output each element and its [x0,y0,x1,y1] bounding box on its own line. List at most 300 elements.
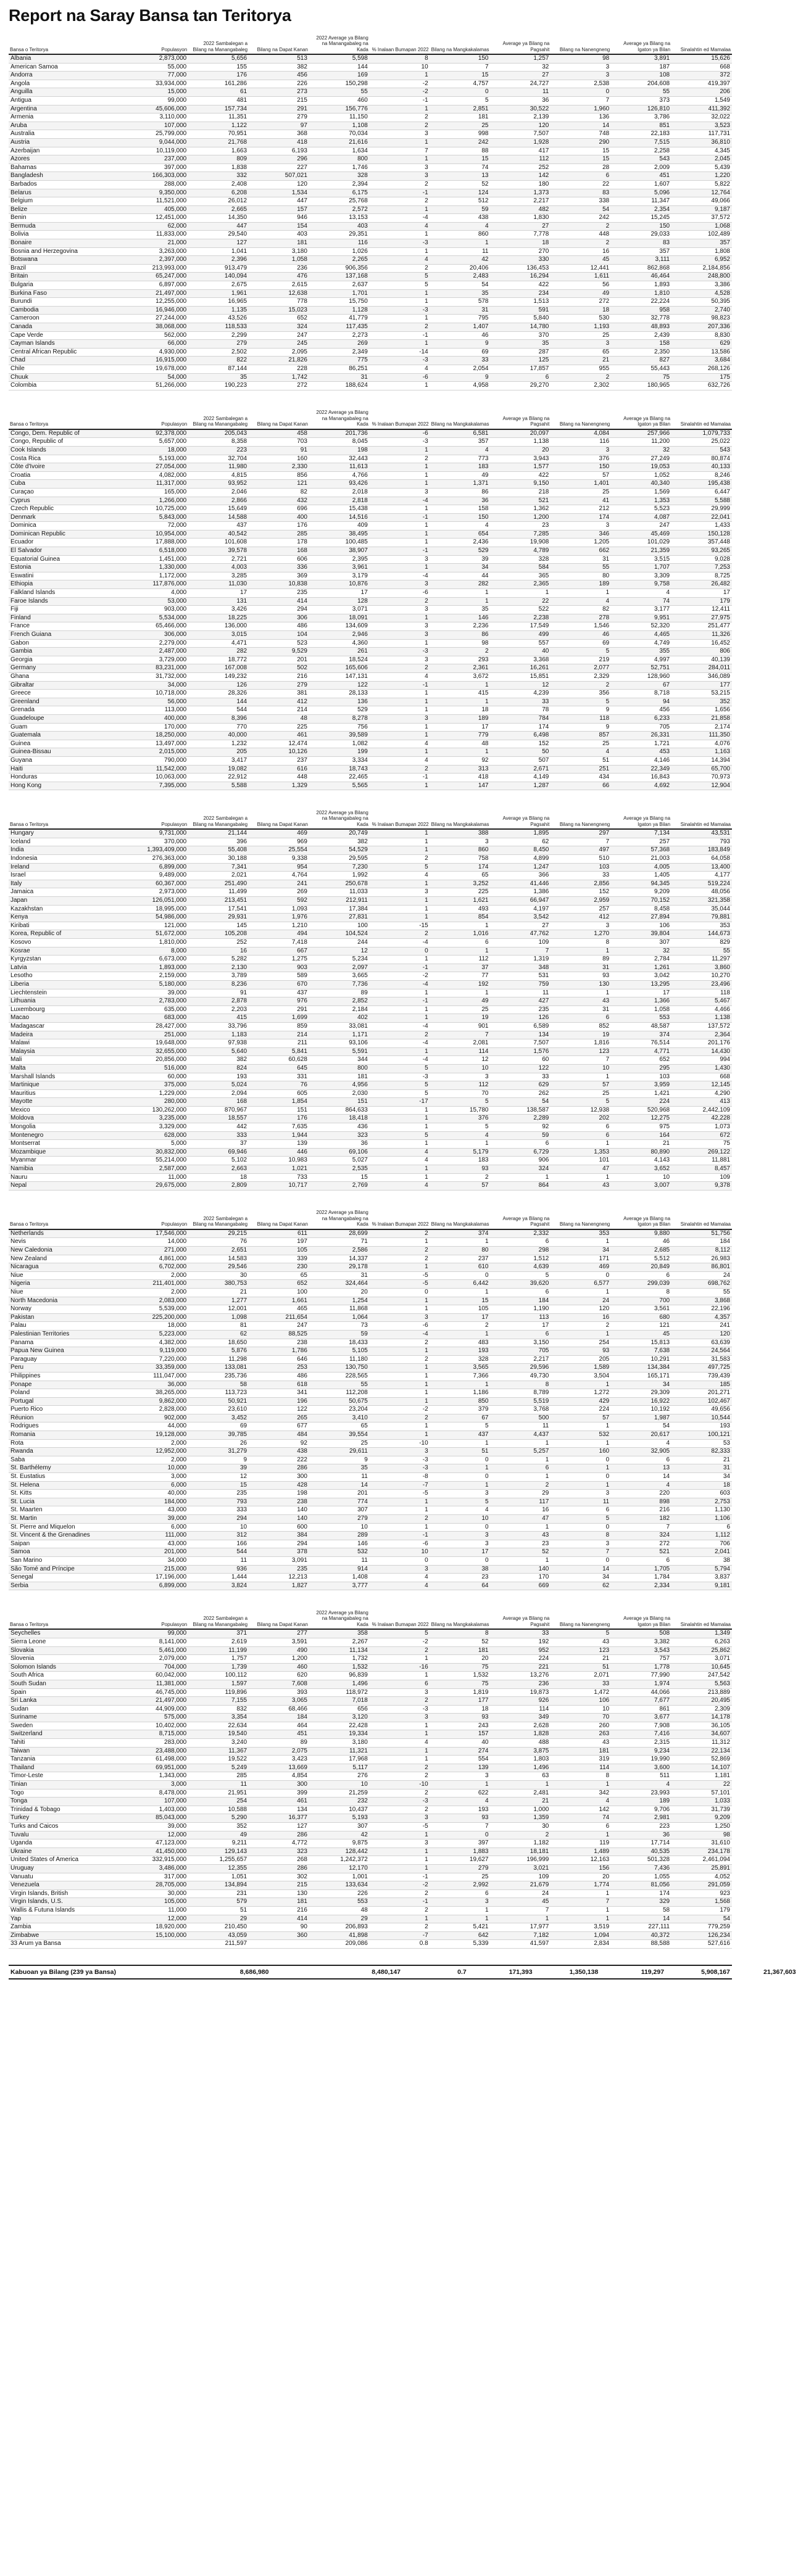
table-cell: 36 [491,96,551,105]
table-cell: 1 [370,1422,430,1431]
country-name: Britain [9,273,128,281]
table-cell: 3,543 [611,1646,671,1655]
table-row [9,197,732,206]
table-cell: 81 [188,1322,249,1331]
table-cell: 824 [188,1064,249,1073]
column-header: % Inalaan Bumapan 2022 [370,1207,430,1229]
table-row [9,1646,732,1655]
table-cell: 2,302 [551,382,611,390]
column-header: Bilang na Mangkakalamas [430,1606,491,1629]
country-name: Israel [9,872,128,880]
table-cell: 242 [430,138,491,147]
table-cell: 43 [491,1532,551,1540]
table-cell: 1,205 [551,539,611,547]
table-cell: 1,041 [188,247,249,256]
table-cell: 1 [551,1173,611,1182]
table-cell: 93 [430,1714,491,1722]
column-header: 2022 Average ya Bilang na Manangabaleg na Kada [309,407,370,429]
table-cell: 14 [611,1915,671,1923]
table-cell: 632,726 [671,382,732,390]
table-cell: 61 [188,88,249,97]
table-cell: 274 [430,1747,491,1756]
table-cell: 227,111 [611,1923,671,1932]
country-name: Yap [9,1915,128,1923]
table-cell: 103 [551,863,611,872]
table-cell: 47 [491,1515,551,1524]
country-name: Madagascar [9,1022,128,1031]
table-cell: 458 [249,429,309,438]
table-cell: 19,128,000 [128,1431,188,1440]
table-cell: 19,334 [309,1730,370,1739]
table-cell: 93 [551,1347,611,1356]
table-cell: 28,427,000 [128,1022,188,1031]
table-cell: 9,211 [188,1839,249,1848]
table-cell: 193 [671,1422,732,1431]
table-cell: 142 [551,1806,611,1814]
table-cell: 1,408 [309,1574,370,1582]
table-cell: 7,018 [309,1697,370,1706]
table-cell: 3,426 [188,606,249,614]
table-cell: -3 [370,306,430,315]
table-cell: 11 [188,1781,249,1790]
table-cell: 3 [551,922,611,930]
table-cell: 324 [249,323,309,332]
table-cell: 312 [188,1532,249,1540]
table-cell: 1,200 [491,513,551,522]
table-cell: 9,529 [249,648,309,656]
country-name: Sri Lanka [9,1697,128,1706]
table-cell: 6 [491,1330,551,1339]
table-cell: 527,616 [671,1940,732,1949]
table-cell: 22,134 [671,1747,732,1756]
country-name: Suriname [9,1714,128,1722]
table-cell: 30,832,000 [128,1148,188,1157]
table-cell: 733 [249,1173,309,1182]
table-cell: 1 [370,480,430,489]
table-cell: 7,515 [611,138,671,147]
table-cell: -1 [370,681,430,690]
table-cell: 128,442 [309,1847,370,1856]
table-cell: 15 [430,72,491,80]
country-name: São Tomé and Príncipe [9,1565,128,1574]
table-cell: 914 [309,1565,370,1574]
table-cell: 11 [491,88,551,97]
country-name: Cape Verde [9,331,128,340]
table-cell: 958 [611,306,671,315]
table-row [9,429,732,438]
table-cell: 7 [551,838,611,846]
table-cell: 456 [611,706,671,715]
table-cell: 174 [430,863,491,872]
table-cell: 146 [430,614,491,622]
table-cell: 5,193,000 [128,455,188,463]
table-cell: 25 [430,122,491,130]
table-cell: 6,673,000 [128,956,188,964]
table-row [9,1355,732,1364]
table-row [9,1422,732,1431]
table-cell: 223 [188,446,249,455]
table-cell: 146 [309,1540,370,1548]
table-cell: -3 [370,1456,430,1464]
table-cell: 1,828 [491,1730,551,1739]
table-cell: 257 [611,838,671,846]
table-cell: 2 [370,1646,430,1655]
table-cell: 244 [309,939,370,947]
table-row [9,782,732,790]
table-cell: 118,972 [309,1688,370,1697]
table-row [9,348,732,357]
table-cell: 16,946,000 [128,306,188,315]
table-cell: 4,087 [611,513,671,522]
table-cell: 89 [551,956,611,964]
table-cell: 20,749 [309,829,370,838]
table-row [9,189,732,197]
table-cell: 39,000 [128,1823,188,1831]
table-cell: 352 [188,1823,249,1831]
table-cell: 279 [188,340,249,349]
table-cell: 6 [671,1523,732,1532]
table-cell: 1 [370,1173,430,1182]
table-cell: 456 [249,72,309,80]
table-row [9,1540,732,1548]
table-row [9,323,732,332]
country-name: Colombia [9,382,128,390]
table-cell [249,1940,309,1949]
table-cell: 215,000 [128,1565,188,1574]
table-cell: 187 [611,63,671,72]
country-name: Chile [9,365,128,373]
table-cell: 1,058 [611,1005,671,1014]
table-row [9,180,732,189]
table-cell: 8,236 [188,980,249,989]
table-cell: 1,810,000 [128,939,188,947]
table-cell: 82 [249,488,309,497]
table-cell: 91 [249,446,309,455]
table-cell: 248,800 [671,273,732,281]
table-row [9,172,732,181]
country-name: Indonesia [9,855,128,864]
table-cell: 118 [671,989,732,997]
table-cell: 2,309 [671,1705,732,1714]
table-cell: 20,406 [430,264,491,273]
table-cell: 662 [551,547,611,556]
country-name: Mongolia [9,1123,128,1132]
table-cell: 12,000 [128,1831,188,1839]
table-cell: 3,824 [188,1582,249,1590]
table-cell: 31 [309,1271,370,1280]
table-cell: 225 [430,888,491,897]
table-cell: 672 [671,1131,732,1140]
table-row [9,306,732,315]
table-row [9,888,732,897]
table-row [9,1073,732,1081]
table-cell: 629 [671,340,732,349]
table-cell: 1 [430,922,491,930]
table-cell: 5,102 [188,1157,249,1165]
table-cell: -4 [370,1056,430,1065]
country-name: Vanuatu [9,1873,128,1881]
table-cell: 181 [430,114,491,122]
table-cell: 4,815 [188,471,249,480]
table-cell: 7 [430,1031,491,1039]
table-cell: 130,750 [309,1364,370,1373]
country-name: Namibia [9,1165,128,1174]
table-cell: 7 [551,1548,611,1557]
table-cell: 33,796 [188,1022,249,1031]
table-cell: 332,915,000 [128,1856,188,1865]
table-cell: 4,177 [671,872,732,880]
table-cell: 5,588 [188,782,249,790]
table-cell: 6 [491,1140,551,1149]
table-cell: 357 [430,438,491,447]
table-cell: 5 [370,281,430,290]
table-cell: 1,250 [671,1823,732,1831]
table-cell: 1 [551,1831,611,1839]
table-cell: 10,725,000 [128,505,188,514]
table-cell: 578 [430,298,491,307]
table-cell: 54 [491,1098,551,1107]
table-cell: 3 [370,656,430,664]
table-cell: 770 [188,723,249,732]
table-cell: 43,059 [188,1931,249,1940]
table-row [9,88,732,97]
table-cell: 19 [430,1014,491,1023]
table-cell: 221 [491,1663,551,1672]
table-cell: 29,546 [188,1263,249,1272]
table-cell: 18 [430,1705,491,1714]
table-cell: 184 [491,1297,551,1305]
table-cell: 220 [611,1490,671,1498]
table-cell: 618 [249,1381,309,1389]
table-row [9,648,732,656]
table-row [9,922,732,930]
table-header-row [9,407,732,429]
table-cell: 4,146 [611,756,671,765]
country-name: Spain [9,1688,128,1697]
country-table [9,1207,732,1591]
table-cell: 150 [430,513,491,522]
table-cell: 107,000 [128,122,188,130]
table-cell: 58 [188,1381,249,1389]
table-cell: 27 [491,922,551,930]
table-cell: 397,000 [128,163,188,172]
table-cell: 52 [491,1548,551,1557]
table-cell: 3,542 [491,914,551,922]
table-cell: 3,591 [249,1638,309,1646]
table-cell: 165,171 [611,1372,671,1381]
table-cell: 20,617 [611,1431,671,1440]
country-name: Croatia [9,471,128,480]
table-cell: 265 [249,1414,309,1422]
table-cell: -5 [370,1823,430,1831]
table-cell: 127 [188,239,249,248]
table-cell: 412 [249,698,309,706]
table-cell: 250,678 [309,880,370,888]
table-cell: 1,987 [611,1414,671,1422]
table-cell: 50,921 [188,1397,249,1406]
table-cell: 668 [671,1073,732,1081]
table-cell: 151 [249,1106,309,1115]
table-cell: 422 [491,281,551,290]
table-cell: 4,764 [249,872,309,880]
country-name: Mauritius [9,1089,128,1098]
table-row [9,1556,732,1565]
table-cell: 448 [551,231,611,239]
table-cell: 66 [551,782,611,790]
table-cell: 21 [551,1655,611,1664]
country-name: Greece [9,690,128,698]
table-cell: 3 [430,1898,491,1907]
table-cell: 4,997 [611,656,671,664]
table-cell: 2,481 [491,1789,551,1798]
table-row [9,1297,732,1305]
table-cell: 6 [491,373,551,382]
table-cell: 4,749 [611,639,671,648]
table-cell: 63 [491,1772,551,1781]
country-name: Papua New Guinea [9,1347,128,1356]
table-row [9,1889,732,1898]
table-row [9,1182,732,1191]
table-row [9,1047,732,1056]
country-name: Guyana [9,756,128,765]
table-cell: 29 [309,1915,370,1923]
table-cell: 54 [671,1915,732,1923]
table-cell: 98,823 [671,315,732,323]
table-cell: 1,407 [430,323,491,332]
table-cell: 1,349 [671,1629,732,1638]
table-cell: 1,373 [491,189,551,197]
table-cell: 285 [188,1772,249,1781]
table-cell: 862,868 [611,264,671,273]
table-cell: 210,450 [188,1923,249,1932]
table-cell: 6 [551,1123,611,1132]
table-cell: 6,581 [430,429,491,438]
table-cell: 80 [430,1247,491,1255]
total-value: 171,393 [509,1968,533,1976]
table-cell: 1 [551,1889,611,1898]
table-cell: 3 [551,446,611,455]
table-cell: 0 [551,1556,611,1565]
table-cell: 15,649 [188,505,249,514]
table-cell: 1,757 [188,1655,249,1664]
table-cell: 4 [370,1157,430,1165]
table-row [9,365,732,373]
table-cell: 3 [370,580,430,589]
table-row [9,1881,732,1890]
table-cell: 668 [671,63,732,72]
table-cell: 128 [309,597,370,606]
table-cell: 5,249 [188,1764,249,1772]
table-cell: 147,131 [309,672,370,681]
table-cell: 102,467 [671,1397,732,1406]
table-cell: 4,437 [491,1431,551,1440]
table-cell: 15 [551,155,611,164]
table-cell: 898 [611,1498,671,1506]
table-cell: 2 [551,1322,611,1331]
country-name: Faroe Islands [9,597,128,606]
table-cell: 69,951,000 [128,1764,188,1772]
table-cell: 2 [370,1772,430,1781]
table-cell: 1,359 [491,1814,551,1823]
table-cell: 1,663 [188,147,249,155]
table-row [9,1923,732,1932]
table-cell: 2,095 [249,348,309,357]
table-cell: 11,521,000 [128,197,188,206]
table-cell: 1,472 [551,1688,611,1697]
country-name: Ecuador [9,539,128,547]
table-cell: 2,184 [309,1005,370,1014]
table-cell: 1,838 [188,163,249,172]
table-cell: 27 [491,72,551,80]
table-cell: 86,251 [309,365,370,373]
table-cell: 20 [430,1655,491,1664]
country-name: Japan [9,897,128,906]
table-cell: 20,849 [611,1263,671,1272]
table-cell: 12,474 [249,740,309,748]
column-header: 2022 Sambalegan a Bilang na Manangabaleg [188,1207,249,1229]
table-row [9,1772,732,1781]
country-name: Switzerland [9,1730,128,1739]
table-cell: 93 [430,1814,491,1823]
country-name: Nigeria [9,1280,128,1289]
table-cell: 6,897,000 [128,281,188,290]
country-name: Rwanda [9,1448,128,1456]
table-cell: -6 [370,589,430,598]
table-cell: 12,355 [188,1864,249,1873]
table-cell: 299,039 [611,1280,671,1289]
table-cell: 3,652 [611,1165,671,1174]
table-cell: 2,981 [611,1814,671,1823]
table-cell: 324,464 [309,1280,370,1289]
table-cell: 344 [309,1056,370,1065]
table-cell: 19,990 [611,1756,671,1764]
table-cell: 460 [309,96,370,105]
table-cell: 1 [370,782,430,790]
table-row [9,980,732,989]
table-cell: 12,170 [309,1864,370,1873]
table-cell: 138,587 [491,1106,551,1115]
total-value: 1,350,138 [569,1968,599,1976]
table-cell: 272 [249,382,309,390]
table-cell: 857 [551,732,611,740]
table-cell: 512 [430,197,491,206]
table-cell: 2,637 [309,281,370,290]
table-cell: 76,514 [611,1039,671,1048]
country-name: Fiji [9,606,128,614]
table-cell: 53,215 [671,690,732,698]
table-cell: 1,944 [249,1131,309,1140]
table-cell: 43,526 [188,315,249,323]
table-cell: 29,309 [611,1389,671,1398]
table-cell: 18 [430,706,491,715]
table-cell: 60,628 [249,1056,309,1065]
table-cell: 2 [430,648,491,656]
table-cell: 18,181 [491,1847,551,1856]
table-cell: 294 [249,606,309,614]
table-cell: 486 [249,1372,309,1381]
country-name: St. Martin [9,1515,128,1524]
total-value: 21,367,603 [763,1968,796,1976]
table-cell: 1 [370,382,430,390]
table-cell: 1,854 [249,1098,309,1107]
table-cell: 10,000 [128,1464,188,1473]
table-cell: 286 [249,1831,309,1839]
table-cell: 37,572 [671,214,732,223]
table-cell: 5,534,000 [128,614,188,622]
table-cell: 1,193 [551,323,611,332]
table-cell: 18,743 [309,765,370,774]
table-cell: 800 [309,155,370,164]
